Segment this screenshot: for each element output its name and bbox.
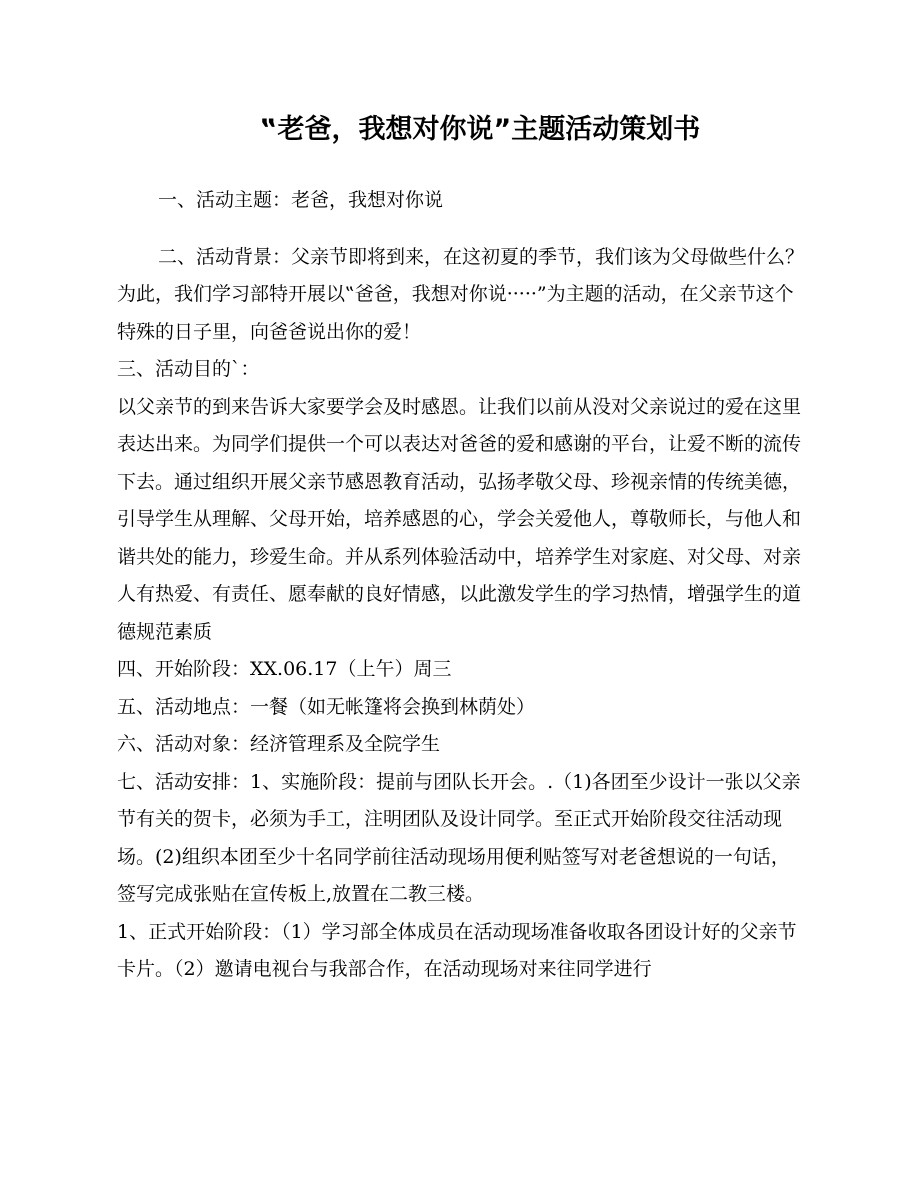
section-formal-stage: 1、正式开始阶段：（1）学习部全体成员在活动现场准备收取各团设计好的父亲节卡片。（2）邀请电视台与我部合作，在活动现场对来往同学进行 <box>117 920 797 980</box>
section-start-stage: 四、开始阶段：XX.06.17（上午）周三 <box>117 658 452 680</box>
section-arrangement: 七、活动安排：1、实施阶段：提前与团队长开会。.（1)各团至少设计一张以父亲节有关的贺卡，必须为手工，注明团队及设计同学。至正式开始阶段交往活动现场。(2)组织本团至少十名同学前往活动现场用便利贴签写对老爸想说的一句话，签写完成张贴在宣传板上,放置在二教三楼。 <box>117 770 801 905</box>
section-purpose-text: 以父亲节的到来告诉大家要学会及时感恩。让我们以前从没对父亲说过的爱在这里表达出来。为同学们提供一个可以表达对爸爸的爱和感谢的平台，让爱不断的流传下去。通过组织开展父亲节感恩教育活动，弘扬孝敬父母、珍视亲情的传统美德，引导学生从理解、父母开始，培养感恩的心，学会关爱他人，尊敬师长，与他人和谐共处的能力，珍爱生命。并从系列体验活动中，培养学生对家庭、对父母、对亲人有热爱、有责任、愿奉献的良好情感，以此激发学生的学习热情，增强学生的道德规范素质 <box>117 395 802 643</box>
document-title: ‟老爸，我想对你说”主题活动策划书 <box>259 114 701 145</box>
section-theme: 一、活动主题：老爸，我想对你说 <box>158 189 444 211</box>
section-background: 二、活动背景：父亲节即将到来，在这初夏的季节，我们该为父母做些什么？为此，我们学习部特开展以‟爸爸，我想对你说·····”为主题的活动，在父亲节这个特殊的日子里，向爸爸说出你的爱！ <box>117 245 805 343</box>
document-body <box>117 182 807 989</box>
section-audience: 六、活动对象：经济管理系及全院学生 <box>117 733 441 755</box>
section-location: 五、活动地点：一餐（如无帐篷将会换到林荫处） <box>117 695 536 718</box>
section-purpose-heading: 三、活动目的`： <box>117 358 260 380</box>
